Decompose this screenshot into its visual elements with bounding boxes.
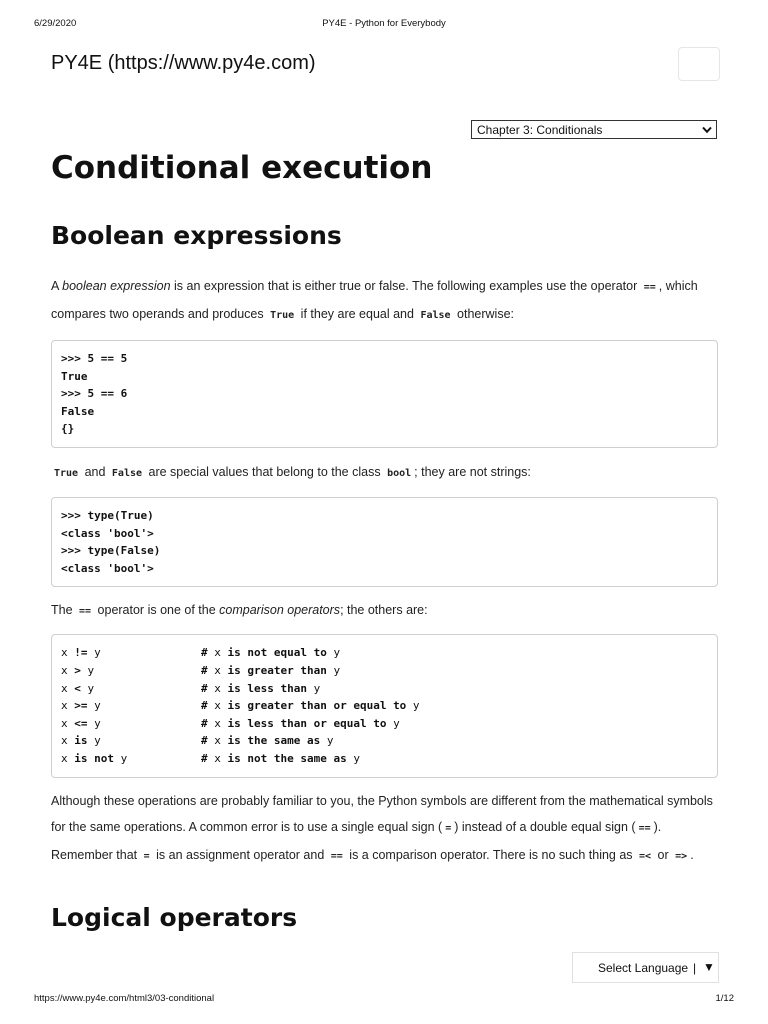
comparison-row: x != y # x is not equal to y <box>61 646 341 660</box>
section-heading-logical: Logical operators <box>51 902 298 932</box>
paragraph-boolean-intro: A boolean expression is an expression that is either true or false. The following examples use the operator == , which compares two operands and produces True if they are equal and False otherwise: <box>51 279 698 321</box>
print-page-number: 1/12 <box>715 993 734 1004</box>
chapter-select[interactable] <box>471 120 717 139</box>
comparison-row: x < y # x is less than y <box>61 681 321 695</box>
comparison-row: x > y # x is greater than y <box>61 663 341 677</box>
comparison-row: x is not y # x is not the same as y <box>61 751 360 765</box>
language-select[interactable] <box>572 952 719 983</box>
dropdown-arrow-icon: ▼ <box>703 960 715 974</box>
hamburger-menu-icon[interactable] <box>678 47 720 81</box>
paragraph-comparison-operators: The == operator is one of the comparison operators; the others are: <box>51 603 428 618</box>
code-block-equality: >>> 5 == 5 True >>> 5 == 6 False {} <box>51 340 718 448</box>
print-title: PY4E - Python for Everybody <box>322 18 446 29</box>
language-select-label: Select Language <box>598 961 689 975</box>
paragraph-bool-class: True and False are special values that belong to the class bool ; they are not strings: <box>54 464 531 479</box>
code-block-type: >>> type(True) <class 'bool'> >>> type(False) <class 'bool'> <box>51 497 718 587</box>
comparison-row: x >= y # x is greater than or equal to y <box>61 699 420 713</box>
site-title-link[interactable]: PY4E (https://www.py4e.com) <box>51 52 316 74</box>
comparison-row: x <= y # x is less than or equal to y <box>61 716 400 730</box>
chapter-heading: Conditional execution <box>51 150 433 186</box>
section-heading-boolean: Boolean expressions <box>51 221 342 250</box>
print-date: 6/29/2020 <box>34 18 77 29</box>
chevron-down-icon <box>702 126 712 134</box>
main-content <box>51 140 718 935</box>
language-separator: | <box>693 961 697 975</box>
comparison-row: x is y # x is the same as y <box>61 734 334 748</box>
code-block-comparisons <box>51 634 718 777</box>
print-url: https://www.py4e.com/html3/03-conditional <box>34 993 215 1004</box>
paragraph-symbol-note: Although these operations are probably familiar to you, the Python symbols are different from the mathematical symbols for the same operations. A common error is to use a single equal sign ( = ) instead of a double equal sign ( == ). Remember that = is an assignment operator and == is a comparison operator. There is no such thing as =< or => . <box>51 793 713 862</box>
chapter-select-value: Chapter 3: Conditionals <box>477 123 603 137</box>
